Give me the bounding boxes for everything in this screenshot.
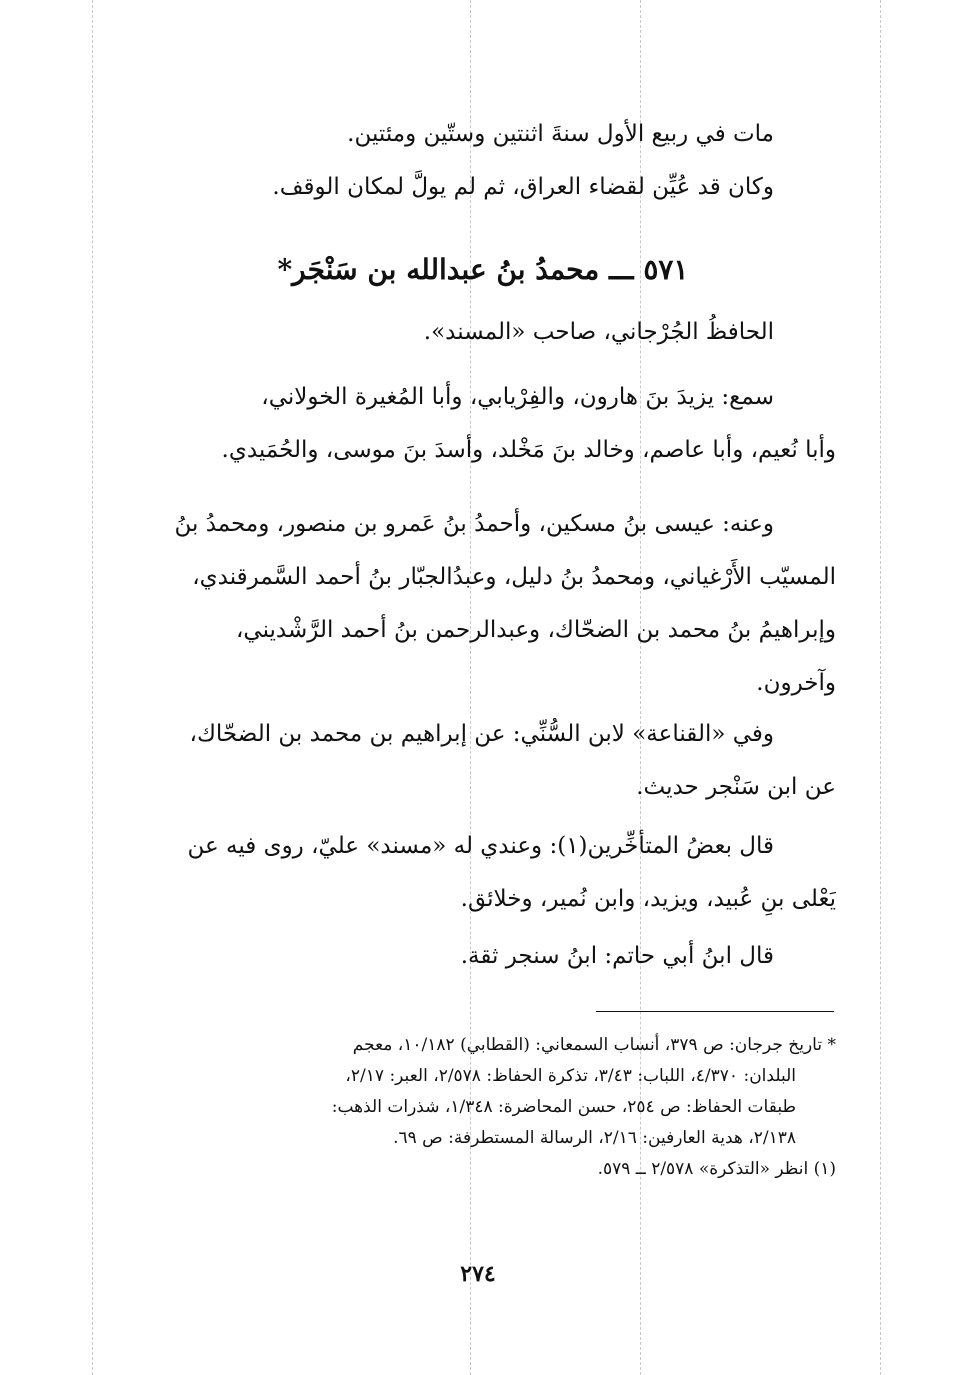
text-line: قال بعضُ المتأخِّرين(١): وعندي له «مسند» عليّ، روى فيه عن: [187, 833, 774, 859]
text-line: قال ابنُ أبي حاتم: ابنُ سنجر ثقة.: [460, 943, 774, 969]
text-line: مات في ربيع الأول سنةَ اثنتين وستّين ومئتين.: [347, 121, 774, 147]
paragraph-description: [130, 306, 836, 359]
paragraph-qanaa: [130, 708, 836, 814]
entry-number: ٥٧١: [643, 253, 689, 286]
paragraph-musnad: [130, 820, 836, 926]
text-line: المسيّب الأَرْغياني، ومحمدُ بنُ دليل، وعبدُالجبّار بنُ أحمد السَّمرقندي،: [192, 564, 836, 590]
footnote-line: (١) انظر «التذكرة» ٢/٥٧٨ ــ ٥٧٩.: [597, 1159, 836, 1179]
text-line: وأبا نُعيم، وأبا عاصم، وخالد بنَ مَخْلد، وأسدَ بنَ موسى، والحُمَيدي.: [221, 437, 836, 463]
text-line: سمع: يزيدَ بنَ هارون، والفِرْيابي، وأبا المُغيرة الخولاني،: [261, 384, 774, 410]
text-line: الحافظُ الجُرْجاني، صاحب «المسند».: [423, 319, 774, 345]
paragraph-teachers: [130, 371, 836, 477]
entry-dash: ـــ: [608, 253, 634, 286]
paragraph-students: [130, 498, 836, 710]
footnote-line: * تاريخ جرجان: ص ٣٧٩، أنساب السمعاني: (القطابي) ١٠/١٨٢، معجم: [352, 1035, 836, 1055]
page-number: ٢٧٤: [460, 1261, 496, 1287]
entry-name: محمدُ بنُ عبدالله بن سَنْجَر*: [277, 253, 600, 286]
paragraph-grading: [130, 930, 836, 983]
footnote-line: البلدان: ٤/٣٧٠، اللباب: ٣/٤٣، تذكرة الحفاظ: ٢/٥٧٨، العبر: ٢/١٧،: [345, 1066, 796, 1086]
scan-guide-line: [92, 0, 93, 1375]
text-line: وكان قد عُيِّن لقضاء العراق، ثم لم يولَّ لمكان الوقف.: [272, 174, 774, 200]
text-line: وفي «القناعة» لابن السُّنِّي: عن إبراهيم بن محمد بن الضحّاك،: [189, 721, 774, 747]
intro-paragraph: [130, 108, 836, 214]
text-line: وإبراهيمُ بنُ محمد بن الضحّاك، وعبدالرحمن بنُ أحمد الرَّشْديني،: [236, 617, 836, 643]
footnote-line: ٢/١٣٨، هدية العارفين: ٢/١٦، الرسالة المستطرفة: ص ٦٩.: [393, 1128, 796, 1148]
footnotes: [130, 1030, 836, 1185]
text-line: عن ابن سَنْجر حديث.: [636, 774, 836, 800]
text-line: يَعْلى بنِ عُبيد، ويزيد، وابن نُمير، وخلائق.: [460, 886, 836, 912]
text-line: وآخرون.: [756, 670, 836, 696]
text-line: وعنه: عيسى بنُ مسكين، وأحمدُ بنُ عَمرو بن منصور، ومحمدُ بنُ: [174, 511, 774, 537]
footnote-line: طبقات الحفاظ: ص ٢٥٤، حسن المحاضرة: ١/٣٤٨، شذرات الذهب:: [331, 1097, 796, 1117]
scan-guide-line: [880, 0, 881, 1375]
entry-heading: [130, 245, 836, 295]
footnote-separator: [596, 1011, 834, 1012]
